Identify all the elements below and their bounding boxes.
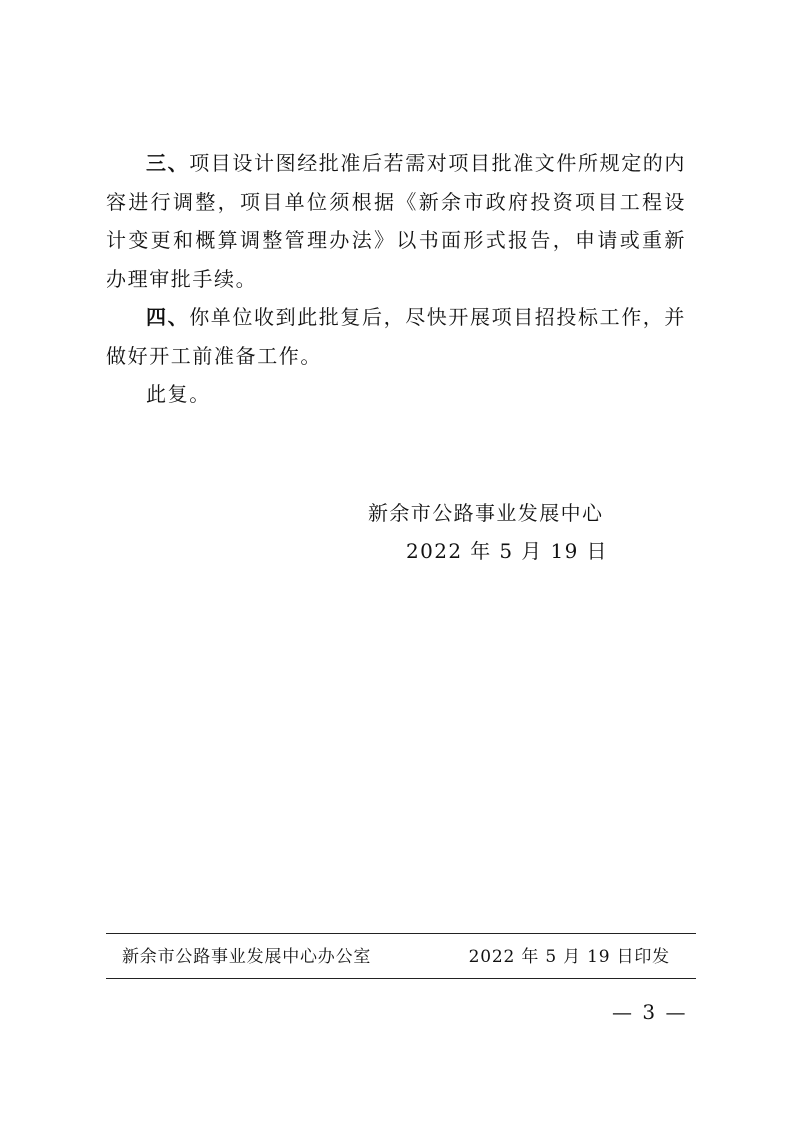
- paragraph-item-four: [106, 298, 686, 375]
- paragraph-lead: 四、: [146, 305, 190, 329]
- footer-imprint: [106, 943, 696, 971]
- footer-issue-date: 2022 年 5 月 19 日印发: [468, 947, 670, 967]
- footer-bottom-rule: [106, 978, 696, 979]
- signature-date: 2022 年 5 月 19 日: [406, 539, 608, 563]
- signature-block: [368, 494, 628, 570]
- paragraph-text: 项目设计图经批准后若需对项目批准文件所规定的内容进行调整，项目单位须根据《新余市政府投资项目工程设计变更和概算调整管理办法》以书面形式报告，申请或重新办理审批手续。: [106, 151, 687, 291]
- paragraph-lead: 三、: [146, 151, 190, 175]
- document-body: [106, 144, 686, 414]
- signature-organization: 新余市公路事业发展中心: [368, 501, 604, 525]
- paragraph-text: 你单位收到此批复后，尽快开展项目招投标工作，并做好开工前准备工作。: [106, 305, 687, 368]
- paragraph-closing: [106, 375, 686, 414]
- footer-top-rule: [106, 933, 696, 934]
- page-number: — 3 —: [612, 1000, 688, 1024]
- paragraph-item-three: [106, 144, 686, 298]
- footer-issuing-office: 新余市公路事业发展中心办公室: [122, 947, 372, 967]
- paragraph-text: 此复。: [146, 382, 211, 406]
